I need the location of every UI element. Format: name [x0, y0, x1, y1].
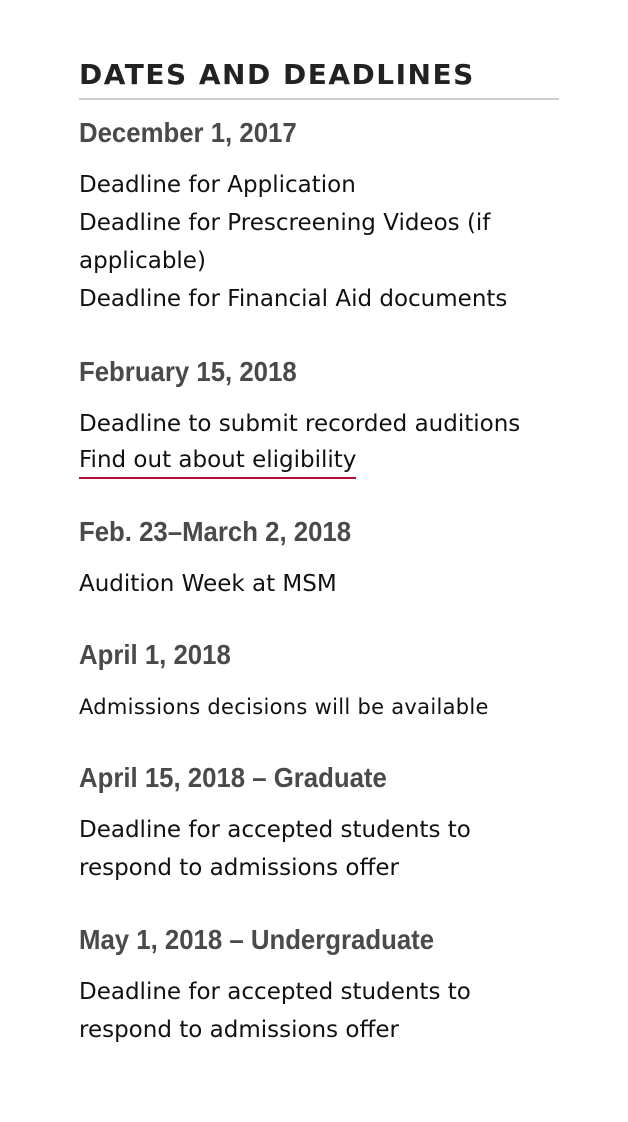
deadline-entry-dec-1 [79, 116, 559, 318]
entry-date: February 15, 2018 [79, 356, 297, 387]
deadline-entry-audition-week [79, 515, 559, 603]
entry-line: Deadline for Application [79, 172, 356, 198]
entry-date: Feb. 23–March 2, 2018 [79, 516, 352, 547]
deadline-entry-apr-1 [79, 638, 559, 726]
entry-line: Deadline for Prescreening Videos (if [79, 210, 491, 236]
entry-line: respond to admissions offer [79, 1017, 399, 1043]
entry-date: April 1, 2018 [79, 639, 231, 670]
entry-date: April 15, 2018 – Graduate [79, 762, 387, 793]
entry-line: applicable) [79, 248, 206, 274]
deadline-entry-apr-15-graduate [79, 761, 559, 887]
eligibility-link[interactable]: Find out about eligibility [79, 443, 356, 479]
entry-line: Deadline to submit recorded auditions [79, 411, 521, 437]
entry-line: Deadline for accepted students to [79, 979, 471, 1005]
dates-deadlines-section [79, 58, 559, 1049]
entry-line: Deadline for Financial Aid documents [79, 286, 508, 312]
deadline-entry-feb-15 [79, 355, 559, 479]
entry-line: Deadline for accepted students to [79, 817, 471, 843]
entry-date: May 1, 2018 – Undergraduate [79, 924, 435, 955]
entry-line: respond to admissions offer [79, 855, 399, 881]
section-title: DATES AND DEADLINES [79, 58, 559, 100]
deadline-entry-may-1-undergraduate [79, 923, 559, 1049]
entry-line: Admissions decisions will be available [79, 695, 489, 719]
entry-line: Audition Week at MSM [79, 571, 337, 597]
entry-date: December 1, 2017 [79, 117, 297, 148]
